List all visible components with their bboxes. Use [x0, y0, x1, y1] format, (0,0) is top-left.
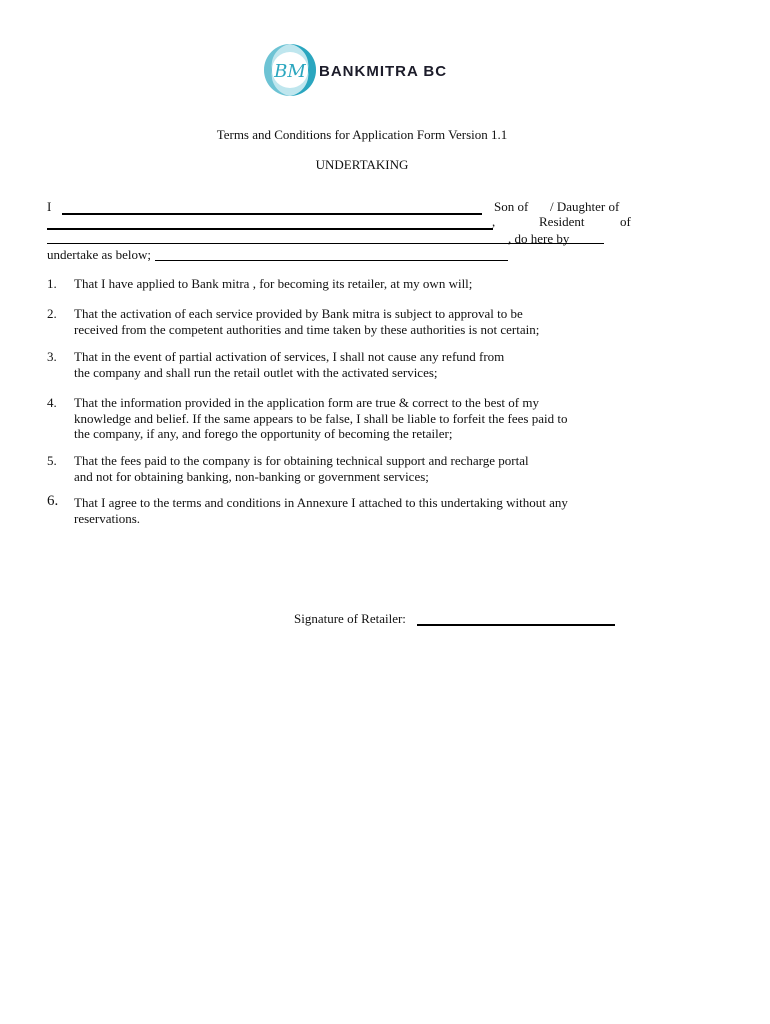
brand-name: BANKMITRA BC [319, 63, 448, 80]
item-text-line: That the information provided in the application form are true & correct to the best of my [74, 395, 539, 410]
signature-field-line[interactable] [417, 624, 615, 626]
do-here-by-underline [508, 243, 604, 244]
item-number: 6. [47, 493, 59, 509]
daughter-of-label: / Daughter of [550, 199, 620, 214]
item-text-line: knowledge and belief. If the same appears to be false, I shall be liable to forfeit the fees paid to [74, 410, 568, 426]
name-field-line[interactable] [62, 213, 482, 215]
resident-label: Resident [539, 214, 585, 229]
item-number: 2. [47, 306, 57, 321]
item-number: 5. [47, 453, 57, 468]
item-text-line: the company and shall run the retail outlet with the activated services; [74, 364, 438, 380]
of-label: of [620, 214, 631, 229]
undertake-field-line[interactable] [155, 260, 508, 261]
bankmitra-logo [262, 42, 472, 98]
item-number: 1. [47, 276, 57, 291]
document-title: Terms and Conditions for Application Form Version 1.1 [216, 127, 508, 142]
item-text-line: the company, if any, and forego the opportunity of becoming the retailer; [74, 426, 453, 441]
undertaking-heading: UNDERTAKING [315, 157, 409, 172]
item-text-line: That in the event of partial activation of services, I shall not cause any refund from [74, 349, 505, 364]
signature-label: Signature of Retailer: [294, 611, 406, 626]
item-text-line: reservations. [74, 510, 141, 526]
son-of-label: Son of [494, 199, 529, 214]
item-text-line: That the activation of each service provided by Bank mitra is subject to approval to be [74, 306, 523, 321]
item-number: 4. [47, 395, 57, 410]
bankmitra-logo-icon [262, 42, 318, 98]
item-text-line: received from the competent authorities and time taken by these authorities is not certain; [74, 321, 540, 337]
parent-name-field-line[interactable] [47, 228, 493, 230]
undertake-label: undertake as below; [47, 247, 151, 262]
item-text-line: That I have applied to Bank mitra , for becoming its retailer, at my own will; [74, 276, 473, 291]
item-text-line: and not for obtaining banking, non-banking or government services; [74, 468, 429, 484]
declaration-i: I [47, 199, 52, 214]
address-field-line[interactable] [47, 243, 509, 244]
item-text-line: That I agree to the terms and conditions in Annexure I attached to this undertaking without any [74, 495, 568, 510]
svg-text:BM: BM [274, 61, 306, 82]
comma: , [492, 214, 496, 229]
item-number: 3. [47, 349, 57, 364]
item-text-line: That the fees paid to the company is for obtaining technical support and recharge portal [74, 453, 529, 468]
do-here-by-label: , do here by [508, 231, 570, 246]
